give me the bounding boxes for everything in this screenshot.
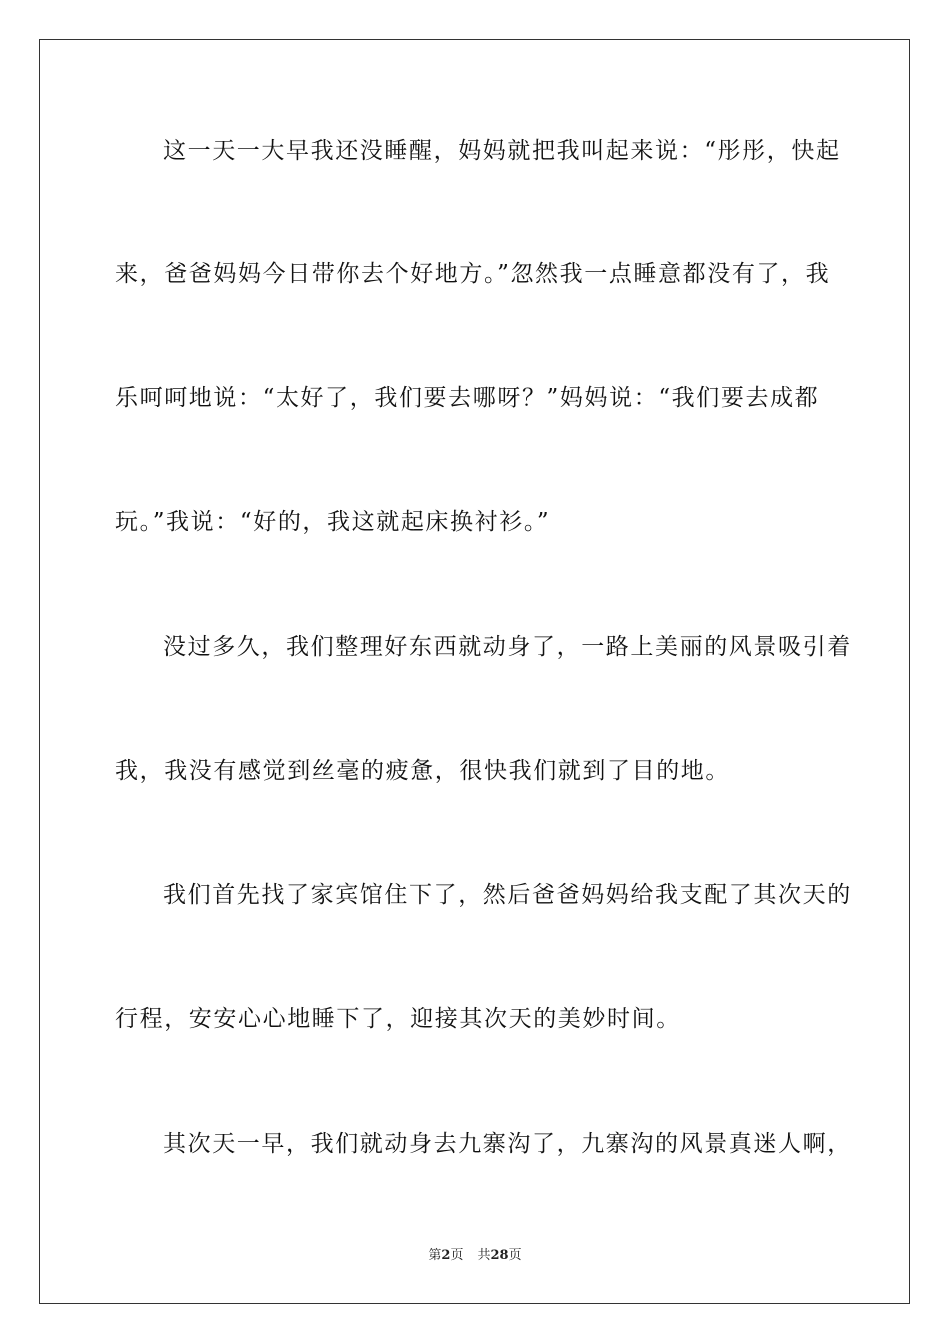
paragraph-1-line-2: 来，爸爸妈妈今日带你去个好地方。”忽然我一点睡意都没有了，我	[115, 261, 831, 287]
paragraph-2-line-2: 我，我没有感觉到丝毫的疲惫，很快我们就到了目的地。	[115, 758, 730, 784]
page-footer	[0, 1247, 950, 1265]
total-prefix: 共	[477, 1248, 491, 1263]
paragraph-4-line-1: 其次天一早，我们就动身去九寨沟了，九寨沟的风景真迷人啊，	[163, 1131, 852, 1157]
page-suffix: 页	[450, 1248, 464, 1263]
paragraph-1-line-3: 乐呵呵地说：“太好了，我们要去哪呀？”妈妈说：“我们要去成都	[115, 385, 820, 411]
paragraph-3-line-1: 我们首先找了家宾馆住下了，然后爸爸妈妈给我支配了其次天的	[163, 882, 852, 908]
paragraph-3-line-2: 行程，安安心心地睡下了，迎接其次天的美妙时间。	[115, 1006, 681, 1032]
page-prefix: 第	[428, 1248, 442, 1263]
total-pages: 28	[490, 1248, 509, 1263]
paragraph-1-line-1: 这一天一大早我还没睡醒，妈妈就把我叫起来说：“彤彤，快起	[163, 138, 841, 164]
page-border	[39, 39, 910, 1304]
total-suffix: 页	[508, 1248, 522, 1263]
page-number: 2	[441, 1248, 451, 1263]
paragraph-2-line-1: 没过多久，我们整理好东西就动身了，一路上美丽的风景吸引着	[163, 634, 852, 660]
paragraph-1-line-4: 玩。”我说：“好的，我这就起床换衬衫。”	[115, 509, 551, 535]
